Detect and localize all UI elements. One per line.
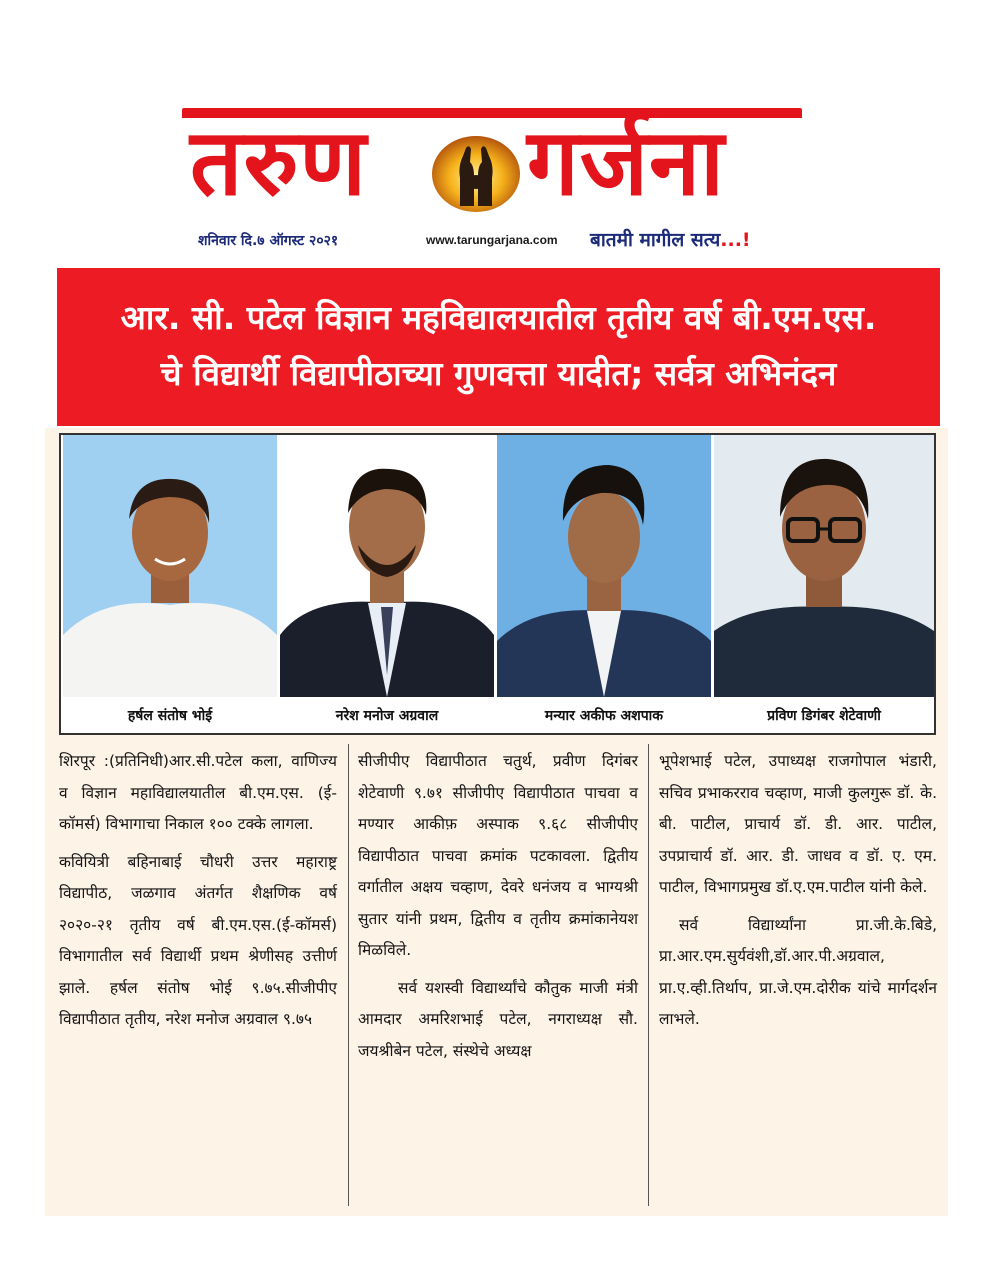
masthead (182, 108, 802, 238)
tagline-mark: ...! (720, 229, 751, 251)
student-photo-2 (280, 435, 494, 697)
column-divider (348, 744, 349, 1206)
article-column-3 (659, 746, 937, 1042)
column-divider (648, 744, 649, 1206)
student-photo-1 (63, 435, 277, 697)
tagline-text: बातमी मागील सत्य (590, 229, 721, 251)
tagline (590, 226, 751, 252)
photo-strip (59, 433, 936, 735)
student-photo-3 (497, 435, 711, 697)
article-column-2 (358, 746, 638, 1073)
portrait-pravin-image (714, 435, 934, 697)
student-caption-1: हर्षल संतोष भोई (127, 708, 213, 724)
article-paragraph: सीजीपीए विद्यापीठात चतुर्थ, प्रवीण दिगंबर शेटेवाणी ९.७१ सीजीपीए विद्यापीठात पाचवा व मण्यार आकीफ़ अस्पाक ९.६८ सीजीपीए विद्यापीठात पाचवा क्रमांक पटकावला. द्वितीय वर्गातील अक्षय चव्हाण, देवरे धनंजय व भाग्यश्री सुतार यांनी प्रथम, द्वितीय व तृतीय क्रमांकानेयश मिळविले. (358, 752, 638, 959)
website-link[interactable]: www.tarungarjana.com (426, 233, 558, 247)
portrait-harshal-image (63, 435, 277, 697)
article-paragraph: शिरपूर :(प्रतिनिधी)आर.सी.पटेल कला, वाणिज्य व विज्ञान महाविद्यालयातील बी.एम.एस. (ई-कॉमर्स) विभागाचा निकाल १०० टक्के लागला. (59, 752, 337, 833)
issue-date: शनिवार दि.७ ऑगस्ट २०२१ (198, 233, 339, 249)
article-paragraph: सर्व यशस्वी विद्यार्थ्यांचे कौतुक माजी मंत्री आमदार अमरिशभाई पटेल, नगराध्यक्ष सौ. जयश्रीबेन पटेल, संस्थेचे अध्यक्ष (358, 978, 638, 1060)
student-caption-4: प्रविण डिगंबर शेटेवाणी (767, 708, 881, 724)
headline-line-1: आर. सी. पटेल विज्ञान महविद्यालयातील तृतीय वर्ष बी.एम.एस. (120, 298, 877, 337)
article-body (45, 736, 948, 1216)
portrait-manyar-image (497, 435, 711, 697)
article-paragraph: सर्व विद्यार्थ्यांना प्रा.जी.के.बिडे, प्रा.आर.एम.सुर्यवंशी,डॉ.आर.पी.अग्रवाल, प्रा.ए.व्ही.तिर्थाप, प्रा.जे.एम.दोरीक यांचे मार्गदर्शन लाभले. (659, 915, 937, 1028)
student-caption-2: नरेश मनोज अग्रवाल (335, 708, 439, 724)
portrait-naresh-image (280, 435, 494, 697)
student-caption-3: मन्यार अकीफ अशपाक (544, 708, 664, 724)
masthead-title-left: तरुण (190, 109, 367, 216)
headline-banner (57, 268, 940, 426)
headline-line-2: चे विद्यार्थी विद्यापीठाच्या गुणवत्ता यादीत; सर्वत्र अभिनंदन (160, 354, 837, 393)
article-paragraph: भूपेशभाई पटेल, उपाध्यक्ष राजगोपाल भंडारी, सचिव प्रभाकरराव चव्हाण, माजी कुलगुरू डॉ. के. बी. पाटील, प्राचार्य डॉ. डी. आर. पाटील, उपप्राचार्य डॉ. आर. डी. जाधव व डॉ. ए. एम. पाटील, विभागप्रमुख डॉ.ए.एम.पाटील यांनी केले. (659, 752, 937, 896)
article-paragraph: कवियित्री बहिनाबाई चौधरी उत्तर महाराष्ट्र विद्यापीठ, जळगाव अंतर्गत शैक्षणिक वर्ष २०२०-२१ तृतीय वर्ष बी.एम.एस.(ई-कॉमर्स) विभागातील सर्व विद्यार्थी प्रथम श्रेणीसह उत्तीर्ण झाले. हर्षल संतोष भोई ९.७५.सीजीपीए विद्यापीठात तृतीय, नरेश मनोज अग्रवाल ९.७५ (59, 852, 337, 1028)
raised-fists-logo-icon (430, 132, 522, 214)
student-photo-4 (714, 435, 934, 697)
article-column-1 (59, 746, 337, 1042)
masthead-title-right: गर्जना (527, 109, 725, 216)
